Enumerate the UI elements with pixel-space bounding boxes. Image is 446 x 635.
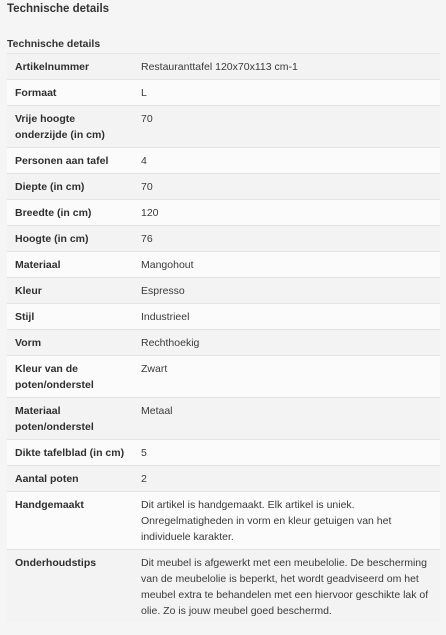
spec-value: Restauranttafel 120x70x113 cm-1 [133,54,440,80]
spec-row [7,148,440,174]
spec-label: Materiaal poten/onderstel [7,398,133,440]
spec-value: Dit artikel is handgemaakt. Elk artikel is uniek. Onregelmatigheden in vorm en kleur getuigen van het individuele karakter. [133,492,440,550]
spec-label: Materiaal [7,252,133,278]
spec-row [7,106,440,148]
spec-row [7,200,440,226]
spec-label: Stijl [7,304,133,330]
spec-value: Mangohout [133,252,440,278]
spec-row [7,550,440,624]
spec-row [7,304,440,330]
spec-row [7,174,440,200]
spec-label: Vrije hoogte onderzijde (in cm) [7,106,133,148]
spec-label: Formaat [7,80,133,106]
spec-value: Zwart [133,356,440,398]
spec-value: Metaal [133,398,440,440]
spec-row [7,466,440,492]
spec-row [7,398,440,440]
spec-value: 5 [133,440,440,466]
spec-value: 70 [133,174,440,200]
spec-label: Kleur [7,278,133,304]
spec-label: Aantal poten [7,466,133,492]
spec-value: Industrieel [133,304,440,330]
spec-label: Breedte (in cm) [7,200,133,226]
spec-label: Diepte (in cm) [7,174,133,200]
spec-row [7,226,440,252]
spec-value: Rechthoekig [133,330,440,356]
page-title: Technische details [7,3,110,15]
spec-value: 70 [133,106,440,148]
spec-row [7,492,440,550]
spec-value: 4 [133,148,440,174]
spec-value: 2 [133,466,440,492]
spec-label: Artikelnummer [7,54,133,80]
spec-row [7,330,440,356]
spec-value: L [133,80,440,106]
spec-row [7,80,440,106]
spec-label: Personen aan tafel [7,148,133,174]
spec-value: 76 [133,226,440,252]
spec-row [7,278,440,304]
spec-row [7,252,440,278]
spec-label: Dikte tafelblad (in cm) [7,440,133,466]
section-title: Technische details [7,38,101,50]
spec-row [7,356,440,398]
spec-label: Handgemaakt [7,492,133,550]
spec-value: Espresso [133,278,440,304]
spec-value: Dit meubel is afgewerkt met een meubelolie. De bescherming van de meubelolie is beperkt, het wordt geadviseerd om het meubel extra te behandelen met een hiervoor geschikte lak of olie. Zo is jouw meubel goed beschermd. [133,550,440,624]
spec-row [7,440,440,466]
spec-row [7,54,440,80]
technical-details-table [7,53,440,623]
spec-label: Kleur van de poten/onderstel [7,356,133,398]
spec-value: 120 [133,200,440,226]
spec-label: Hoogte (in cm) [7,226,133,252]
spec-label: Vorm [7,330,133,356]
spec-label: Onderhoudstips [7,550,133,624]
